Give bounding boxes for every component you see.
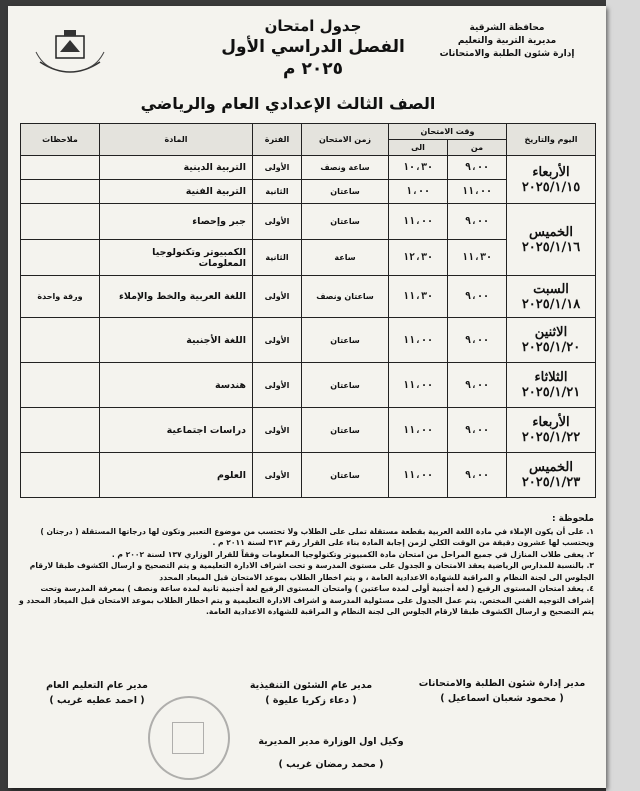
day-cell: الثلاثاء ٢٠٢٥/١/٢١ <box>507 363 596 408</box>
duration-cell: ساعتان <box>302 318 389 363</box>
time-from: ١١،٠٠ <box>448 180 507 204</box>
header-notes: ملاحظات <box>21 124 100 156</box>
table-row <box>21 408 596 453</box>
header-period: الفترة <box>253 124 302 156</box>
time-from: ٩،٠٠ <box>448 408 507 453</box>
subject-cell: جبر وإحصاء <box>100 204 253 240</box>
time-from: ٩،٠٠ <box>448 204 507 240</box>
note-cell <box>21 363 100 408</box>
time-to: ١١،٠٠ <box>389 453 448 498</box>
day-cell: الأربعاء ٢٠٢٥/١/٢٢ <box>507 408 596 453</box>
day-cell: الخميس ٢٠٢٥/١/٢٣ <box>507 453 596 498</box>
note-cell <box>21 240 100 276</box>
subject-cell: الكمبيوتر وتكنولوجيا المعلومات <box>100 240 253 276</box>
time-from: ٩،٠٠ <box>448 453 507 498</box>
signature-title: مدير عام الشئون التنفيذية <box>249 680 373 691</box>
note-cell: ورقة واحدة <box>21 276 100 318</box>
note-cell <box>21 318 100 363</box>
time-to: ١١،٠٠ <box>389 204 448 240</box>
period-cell: الثانية <box>253 180 302 204</box>
subject-cell: العلوم <box>100 453 253 498</box>
signature-title: وكيل اول الوزارة مدير المديرية <box>258 736 404 747</box>
note-item-1: ١. على أن يكون الإملاء في مادة اللغة العربية بقطعة مستقلة تملى على الطلاب ولا تحتسب من موضوع التعبير وتكون لها درجاتها المستقلة ( درجتان ) ويحتسب لها عشرون دقيقة من الوقت الكلي لزمن إجابة المادة بناء على القرار رقم ٣١٣ لسنة ٢٠١١ م . <box>40 526 594 547</box>
period-cell: الأولى <box>253 318 302 363</box>
note-item-2: ٢. يعفى طلاب المنازل في جميع المراحل من امتحان مادة الكمبيوتر وتكنولوجيا المعلومات وفقاً للقرار الوزاري ١٣٧ لسنة ٢٠٠٢ م . <box>111 549 594 559</box>
duration-cell: ساعتان <box>302 363 389 408</box>
duration-cell: ساعتان <box>302 204 389 240</box>
table-row <box>21 156 596 180</box>
subject-cell: هندسة <box>100 363 253 408</box>
header-subject: المادة <box>100 124 253 156</box>
day-cell: الاثنين ٢٠٢٥/١/٢٠ <box>507 318 596 363</box>
notes-section <box>18 514 594 618</box>
signature-general-education <box>22 678 172 708</box>
subject-cell: دراسات اجتماعية <box>100 408 253 453</box>
time-to: ١،٠٠ <box>389 180 448 204</box>
day-cell: الأربعاء ٢٠٢٥/١/١٥ <box>507 156 596 204</box>
header-to: الى <box>389 140 448 156</box>
duration-cell: ساعة <box>302 240 389 276</box>
table-row <box>21 453 596 498</box>
authority-block <box>422 22 592 61</box>
time-from: ٩،٠٠ <box>448 318 507 363</box>
subject-cell: اللغة الأجنبية <box>100 318 253 363</box>
signature-name: ( محمود شعبان اسماعيل ) <box>440 693 564 704</box>
time-to: ١١،٠٠ <box>389 408 448 453</box>
signature-executive-affairs <box>226 678 396 708</box>
note-item-3: ٣. بالنسبة للمدارس الرياضية يعقد الامتحان و الجدول على مستوى المدرسة و تحت اشراف الادارة التعليمية و يتم التصحيح و ارسال الكشوف طبقا لارقام الجلوس الى لجنة النظام و المراقبة للشهادة الاعدادية العامة ، و يتم اخطار الطلاب بموعد الامتحان قبل الميعاد المحدد <box>29 561 594 582</box>
period-cell: الأولى <box>253 156 302 180</box>
header-time: وقت الامتحان <box>389 124 507 140</box>
signature-name: ( احمد عطيه غريب ) <box>49 695 145 706</box>
note-item-4: ٤. يعقد امتحان المستوى الرفيع ( لغة أجنبية أولى لمدة ساعتين ) وامتحان المستوى الرفيع لغة أجنبية ثانية لمدة ساعة ونصف ) بمعرفة المدرسة وتحت إشراف التوجيه الفني المختص. يتم عمل الجدول على مسئولية المدرسة و اشراف الادارة التعليمية و يتم اخطار الطلاب بموعد الامتحان قبل الميعاد المحدد و يتم التصحيح و ارسال الكشوف طبقا لارقام الجلوس الى لجنة النظام و المراقبة للشهادة الاعدادية العامة. <box>18 584 594 616</box>
header-from: من <box>448 140 507 156</box>
exam-schedule-document <box>8 6 606 788</box>
official-stamp <box>148 696 230 780</box>
grade-heading: الصف الثالث الإعدادي العام والرياضي <box>140 94 436 113</box>
time-from: ٩،٠٠ <box>448 156 507 180</box>
subject-cell: التربية الدينية <box>100 156 253 180</box>
time-to: ١٠،٣٠ <box>389 156 448 180</box>
duration-cell: ساعتان <box>302 453 389 498</box>
time-from: ١١،٣٠ <box>448 240 507 276</box>
subject-cell: اللغة العربية والخط والإملاء <box>100 276 253 318</box>
subject-cell: التربية الفنية <box>100 180 253 204</box>
duration-cell: ساعتان <box>302 180 389 204</box>
note-cell <box>21 180 100 204</box>
table-row <box>21 363 596 408</box>
signature-name: ( دعاء زكريا عليوة ) <box>265 695 357 706</box>
background-edge <box>606 0 640 791</box>
time-to: ١١،٠٠ <box>389 363 448 408</box>
header-duration: زمن الامتحان <box>302 124 389 156</box>
table-row <box>21 318 596 363</box>
time-from: ٩،٠٠ <box>448 276 507 318</box>
period-cell: الأولى <box>253 363 302 408</box>
note-cell <box>21 408 100 453</box>
duration-cell: ساعتان ونصف <box>302 276 389 318</box>
document-title-block <box>198 16 428 80</box>
document-title: جدول امتحان <box>264 17 362 35</box>
schedule-table <box>20 123 596 498</box>
notes-title: ملحوظة : <box>551 514 594 524</box>
duration-cell: ساعتان <box>302 408 389 453</box>
note-cell <box>21 204 100 240</box>
period-cell: الأولى <box>253 204 302 240</box>
period-cell: الثانية <box>253 240 302 276</box>
ministry-logo-icon <box>30 22 110 78</box>
day-cell: الخميس ٢٠٢٥/١/١٦ <box>507 204 596 276</box>
time-from: ٩،٠٠ <box>448 363 507 408</box>
table-row <box>21 204 596 240</box>
day-cell: السبت ٢٠٢٥/١/١٨ <box>507 276 596 318</box>
time-to: ١٢،٣٠ <box>389 240 448 276</box>
period-cell: الأولى <box>253 453 302 498</box>
signature-title: مدير عام التعليم العام <box>46 680 148 691</box>
table-row <box>21 276 596 318</box>
period-cell: الأولى <box>253 276 302 318</box>
signature-students-affairs <box>412 676 592 706</box>
duration-cell: ساعة ونصف <box>302 156 389 180</box>
time-to: ١١،٠٠ <box>389 318 448 363</box>
note-cell <box>21 453 100 498</box>
authority-line-directorate: مديرية التربية والتعليم <box>457 36 557 46</box>
signature-name: ( محمد رمضان غريب ) <box>278 759 384 770</box>
period-cell: الأولى <box>253 408 302 453</box>
document-term: الفصل الدراسي الأول ٢٠٢٥ م <box>221 37 405 79</box>
note-cell <box>21 156 100 180</box>
authority-line-department: إدارة شئون الطلبة والامتحانات <box>439 49 575 59</box>
signature-title: مدير إدارة شئون الطلبة والامتحانات <box>418 678 586 689</box>
authority-line-governorate: محافظة الشرقية <box>469 23 545 33</box>
signature-undersecretary <box>226 734 436 772</box>
time-to: ١١،٣٠ <box>389 276 448 318</box>
header-day: اليوم والتاريخ <box>507 124 596 156</box>
